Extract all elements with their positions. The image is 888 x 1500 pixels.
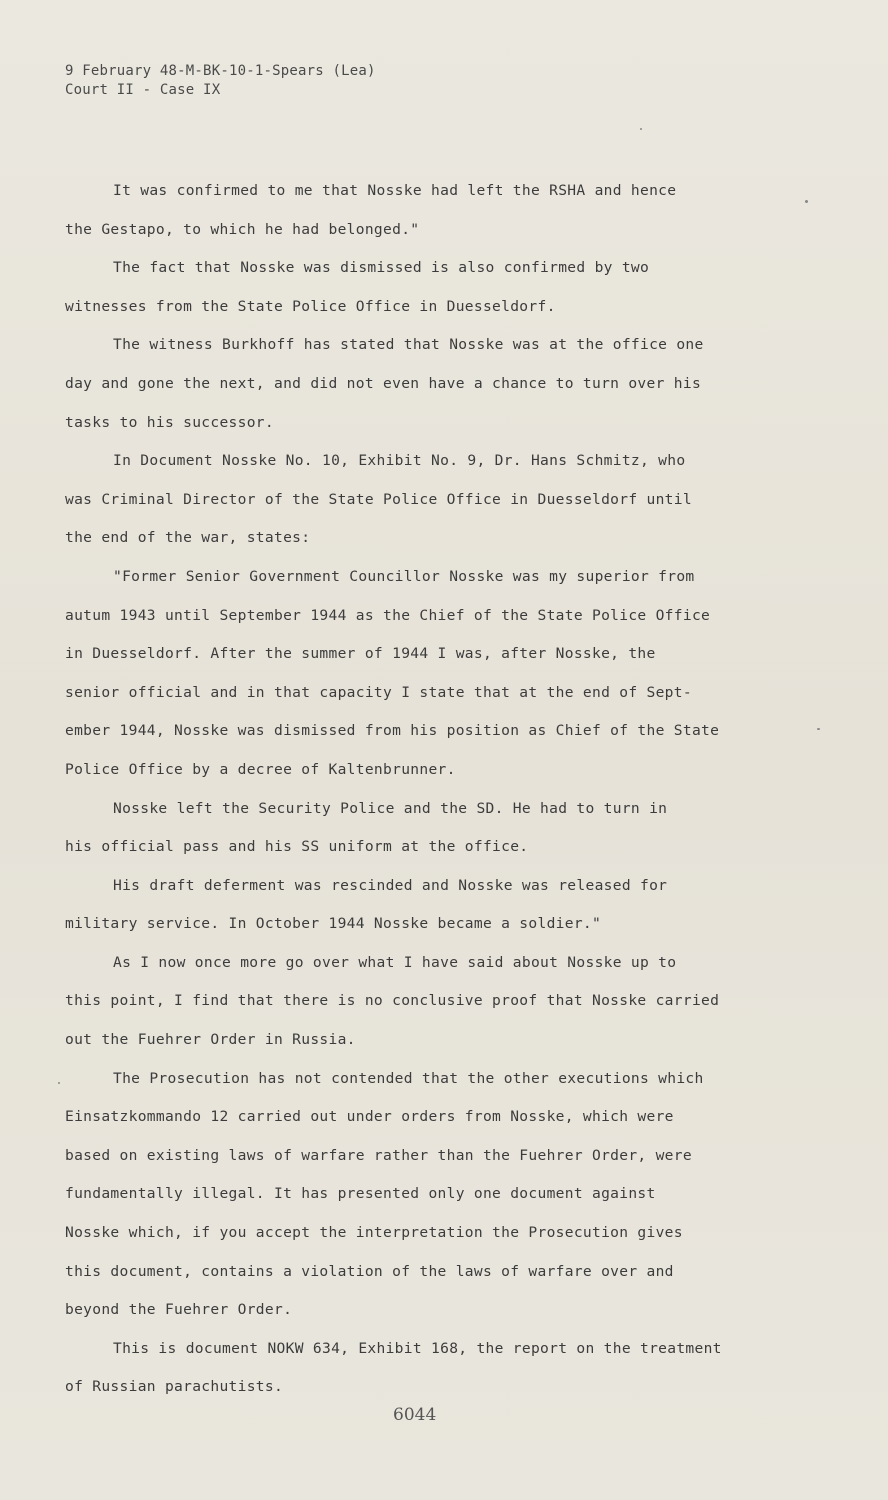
header-line-2: Court II - Case IX [65,82,221,98]
text-line: The Prosecution has not contended that the other executions which [113,1069,704,1087]
text-line: of Russian parachutists. [65,1378,284,1396]
text-line: tasks to his successor. [65,413,274,431]
text-line: ember 1944, Nosske was dismissed from his position as Chief of the State [65,722,720,740]
header-line-1: 9 February 48-M-BK-10-1-Spears (Lea) [65,63,376,79]
text-line: this document, contains a violation of the laws of warfare over and [65,1262,674,1280]
document-body [65,176,785,1411]
text-line: The witness Burkhoff has stated that Nosske was at the office one [113,336,704,354]
text-line: witnesses from the State Police Office in Duesseldorf. [65,297,556,315]
text-line: beyond the Fuehrer Order. [65,1301,293,1319]
text-line: This is document NOKW 634, Exhibit 168, the report on the treatment [113,1339,722,1357]
text-line: military service. In October 1944 Nosske became a soldier." [65,915,602,933]
text-line: the Gestapo, to which he had belonged." [65,220,420,238]
paper-speck [805,200,808,203]
text-line: out the Fuehrer Order in Russia. [65,1031,356,1049]
text-line: Nosske which, if you accept the interpretation the Prosecution gives [65,1224,683,1242]
paper-speck [817,728,820,730]
text-line: senior official and in that capacity I state that at the end of Sept- [65,683,692,701]
text-line: fundamentally illegal. It has presented only one document against [65,1185,656,1203]
text-line: The fact that Nosske was dismissed is also confirmed by two [113,259,650,277]
text-line: In Document Nosske No. 10, Exhibit No. 9, Dr. Hans Schmitz, who [113,452,686,470]
text-line: autum 1943 until September 1944 as the Chief of the State Police Office [65,606,711,624]
text-line: this point, I find that there is no conclusive proof that Nosske carried [65,992,720,1010]
paper-speck [58,1082,60,1084]
text-line: was Criminal Director of the State Police Office in Duesseldorf until [65,490,692,508]
paper-speck [640,128,642,130]
text-line: As I now once more go over what I have said about Nosske up to [113,953,677,971]
text-line: in Duesseldorf. After the summer of 1944 I was, after Nosske, the [65,645,656,663]
text-line: Police Office by a decree of Kaltenbrunner. [65,760,456,778]
page-number: 6044 [393,1405,437,1425]
text-line: based on existing laws of warfare rather than the Fuehrer Order, were [65,1146,692,1164]
text-line: Einsatzkommando 12 carried out under orders from Nosske, which were [65,1108,674,1126]
text-line: "Former Senior Government Councillor Nosske was my superior from [113,567,695,585]
text-line: day and gone the next, and did not even have a chance to turn over his [65,374,702,392]
text-line: It was confirmed to me that Nosske had left the RSHA and hence [113,182,677,199]
text-line: his official pass and his SS uniform at the office. [65,838,529,856]
document-header [65,62,376,100]
text-line: the end of the war, states: [65,529,311,547]
text-line: Nosske left the Security Police and the SD. He had to turn in [113,799,668,817]
text-line: His draft deferment was rescinded and Nosske was released for [113,876,668,894]
